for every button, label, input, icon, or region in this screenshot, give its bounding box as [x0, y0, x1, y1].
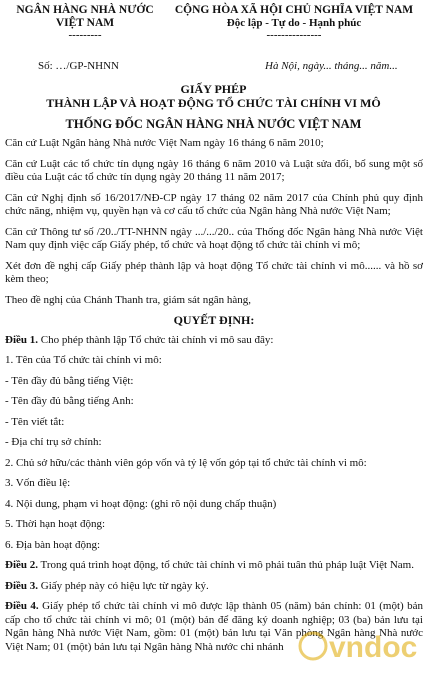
issuing-authority: THỐNG ĐỐC NGÂN HÀNG NHÀ NƯỚC VIỆT NAM [65, 117, 362, 131]
article-1-item: 6. Địa bàn hoạt động: [5, 538, 101, 551]
article-label: Điều 2. [5, 559, 38, 571]
article-text: Giấy phép này có hiệu lực từ ngày ký. [38, 579, 209, 592]
article-1-item: - Địa chỉ trụ sở chính: [5, 436, 102, 448]
article-text: Giấy phép tổ chức tài chính vi mô được lập thành 05 (năm) bản chính: 01 (một) bản cấp cho tổ chức tài chính vi mô; 01 (một) bản để đăng ký doanh nghiệp; 03 (ba) bản lưu tại Ngân hàng Nhà nước Việt Nam, gồm: 01 (một) bản lưu tại Văn phòng Ngân hàng Nhà nước Việt Nam; 01 (một) bản lưu tại Ngân hàng Nhà nước chi nhánh [5, 600, 424, 653]
issuer-header [10, 4, 160, 40]
preamble-paragraph: Căn cứ Thông tư số /20../TT-NHNN ngày .../.../20.. của Thống đốc Ngân hàng Nhà nước Việt Nam quy định việc cấp Giấy phép, tổ chức và hoạt động tổ chức tài chính vi mô; [5, 225, 423, 251]
article-label: Điều 3. [5, 579, 38, 592]
watermark-text: vndoc [329, 631, 418, 664]
issuer-name-line2: VIỆT NAM [55, 17, 115, 29]
preamble-paragraph: Theo đề nghị của Chánh Thanh tra, giám sát ngân hàng, [5, 293, 252, 306]
issuer-name-line1: NGÂN HÀNG NHÀ NƯỚC [16, 4, 154, 16]
article-1-item: - Tên viết tắt: [5, 415, 65, 428]
national-divider: --------------- [266, 29, 322, 41]
issuer-divider: --------- [68, 29, 102, 41]
article-1 [5, 334, 423, 348]
document-type: GIẤY PHÉP [180, 82, 247, 96]
document-number: Số: …/GP-NHNN [38, 60, 119, 72]
decision-heading: QUYẾT ĐỊNH: [173, 313, 255, 327]
article-4 [5, 600, 423, 654]
article-1-item: 4. Nội dung, phạm vi hoạt động: (ghi rõ nội dung chấp thuận) [5, 497, 277, 510]
national-header [165, 4, 423, 40]
article-2 [5, 559, 423, 573]
article-label: Điều 1. [5, 333, 38, 346]
document-subject: THÀNH LẬP VÀ HOẠT ĐỘNG TỔ CHỨC TÀI CHÍNH VI MÔ [46, 96, 381, 110]
article-1-item: 5. Thời hạn hoạt động: [5, 518, 106, 530]
article-text: Trong quá trình hoạt động, tổ chức tài chính vi mô phải tuân thủ pháp luật Việt Nam. [38, 559, 414, 571]
article-1-item: 3. Vốn điều lệ: [5, 477, 71, 489]
article-1-item: 2. Chủ sở hữu/các thành viên góp vốn và tỷ lệ vốn góp tại tổ chức tài chính vi mô: [5, 456, 367, 469]
article-label: Điều 4. [5, 600, 39, 612]
preamble-paragraph: Căn cứ Luật các tổ chức tín dụng ngày 16 tháng 6 năm 2010 và Luật sửa đổi, bổ sung một số điều của Luật các tổ chức tín dụng ngày 20 tháng 11 năm 2017; [5, 157, 423, 183]
national-motto: Độc lập - Tự do - Hạnh phúc [226, 17, 362, 29]
national-title: CỘNG HÒA XÃ HỘI CHỦ NGHĨA VIỆT NAM [174, 4, 414, 16]
preamble-paragraph: Xét đơn đề nghị cấp Giấy phép thành lập và hoạt động Tổ chức tài chính vi mô...... và hồ sơ kèm theo; [5, 259, 423, 285]
article-text: Cho phép thành lập Tổ chức tài chính vi mô sau đây: [38, 333, 274, 346]
article-1-item: - Tên đầy đủ bằng tiếng Anh: [5, 395, 134, 407]
preamble-paragraph: Căn cứ Nghị định số 16/2017/NĐ-CP ngày 17 tháng 02 năm 2017 của Chính phủ quy định chức năng, nhiệm vụ, quyền hạn và cơ cấu tổ chức của Ngân hàng Nhà nước Việt Nam; [5, 191, 423, 217]
document-body [5, 137, 423, 661]
article-1-item: - Tên đầy đủ bằng tiếng Việt: [5, 374, 134, 387]
place-date: Hà Nội, ngày... tháng... năm... [265, 60, 398, 72]
article-1-item: 1. Tên của Tổ chức tài chính vi mô: [5, 354, 162, 366]
preamble-paragraph: Căn cứ Luật Ngân hàng Nhà nước Việt Nam ngày 16 tháng 6 năm 2010; [5, 137, 324, 149]
article-3 [5, 580, 423, 594]
document-titles [0, 83, 427, 131]
